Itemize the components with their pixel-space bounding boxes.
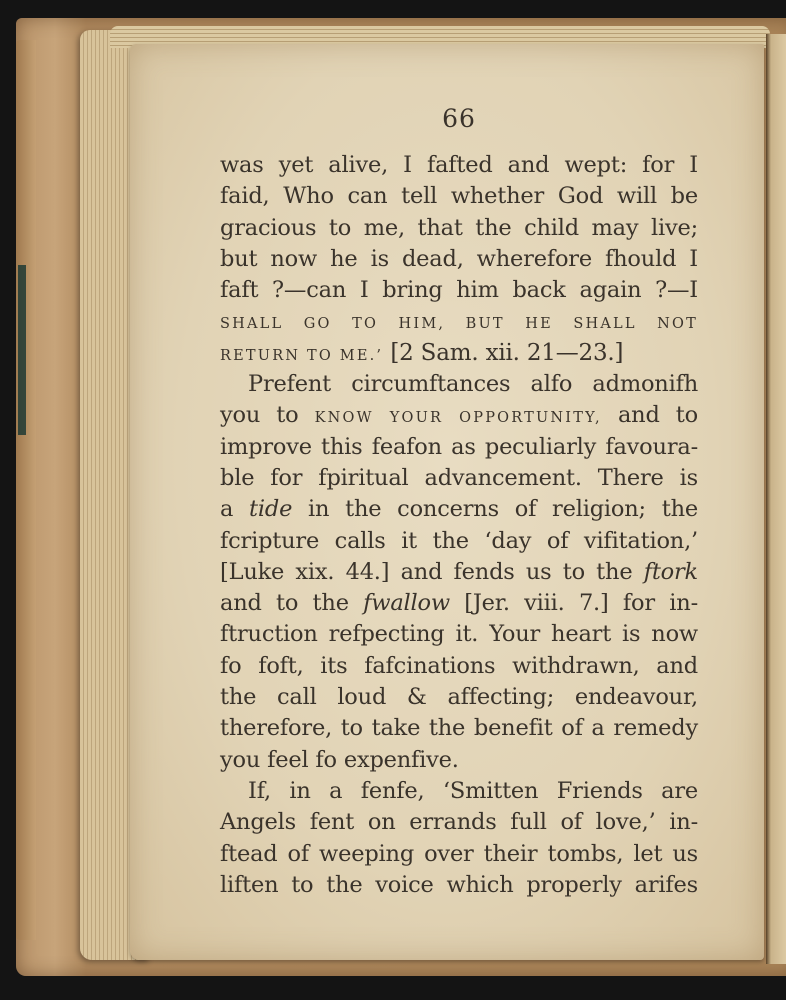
cover-edge (16, 40, 36, 940)
small-caps-text: KNOW YOUR OPPORTUNITY, (314, 410, 602, 427)
small-caps-text: RETURN TO ME.’ (220, 347, 384, 364)
text-span: If, in a fenfe, ‘Smitten Friends are (248, 777, 698, 804)
text-span: a (220, 496, 250, 523)
text-span: improve this feafon as peculiarly favoura- (220, 433, 698, 460)
spine-cloth (18, 265, 26, 435)
text-span: [Jer. viii. 7.] for in- (449, 590, 698, 617)
text-span: [Luke xix. 44.] and fends us to the (220, 558, 644, 585)
text-line (220, 682, 698, 713)
text-span: faid, Who can tell whether God will be (220, 183, 698, 210)
text-line (220, 432, 698, 463)
text-span: fcripture calls it the ‘day of vifitation,’ (220, 527, 698, 554)
text-line (220, 275, 698, 306)
text-line (220, 745, 698, 776)
text-span: Angels fent on errands full of love,’ in- (220, 809, 698, 836)
italic-word: tide (249, 496, 293, 523)
text-line (220, 526, 698, 557)
text-line (220, 557, 698, 588)
italic-word: ftork (643, 558, 698, 585)
text-line (220, 870, 698, 901)
text-span: [2 Sam. xii. 21—23.] (383, 339, 624, 366)
text-lines (220, 150, 698, 901)
small-caps-text: SHALL GO TO HIM, BUT HE SHALL NOT (220, 316, 698, 333)
text-span: faft ?—can I bring him back again ?—I (220, 277, 698, 304)
text-span: was yet alive, I fafted and wept: for I (220, 152, 698, 178)
text-span: ftead of weeping over their tombs, let us (220, 840, 698, 867)
text-span: the call loud & affecting; endeavour, (220, 684, 698, 711)
text-span: you to (220, 402, 315, 429)
text-line (220, 651, 698, 682)
text-span: liften to the voice which properly arifes (220, 871, 698, 898)
text-span: in the concerns of religion; the (292, 496, 698, 523)
text-line (220, 588, 698, 619)
text-line (220, 150, 698, 181)
text-line (220, 713, 698, 744)
text-line (220, 213, 698, 244)
text-span: you feel fo expenfive. (220, 746, 459, 773)
text-line (220, 244, 698, 275)
facing-page-edge (766, 34, 786, 964)
italic-word: fwallow (363, 590, 450, 617)
text-span: and to the (220, 590, 364, 617)
text-span: ftruction refpecting it. Your heart is now (220, 621, 698, 648)
page-number: 66 (442, 104, 476, 133)
text-line (220, 463, 698, 494)
text-line (220, 494, 698, 525)
book-page (130, 44, 764, 960)
text-line (220, 306, 698, 337)
text-line (220, 369, 698, 400)
text-line (220, 400, 698, 431)
text-span: Prefent circumftances alfo admonifh (248, 371, 698, 398)
text-line (220, 839, 698, 870)
text-line (220, 338, 698, 369)
text-line (220, 619, 698, 650)
text-span: ble for fpiritual advancement. There is (220, 464, 698, 491)
text-line (220, 776, 698, 807)
page-text (220, 104, 698, 901)
text-span: fo foft, its fafcinations withdrawn, and (220, 652, 698, 679)
text-span: gracious to me, that the child may live; (220, 214, 698, 241)
text-span: therefore, to take the benefit of a remedy (220, 715, 698, 742)
text-line (220, 181, 698, 212)
text-span: but now he is dead, wherefore fhould I (220, 245, 698, 272)
text-span: and to (601, 402, 698, 429)
text-line (220, 807, 698, 838)
